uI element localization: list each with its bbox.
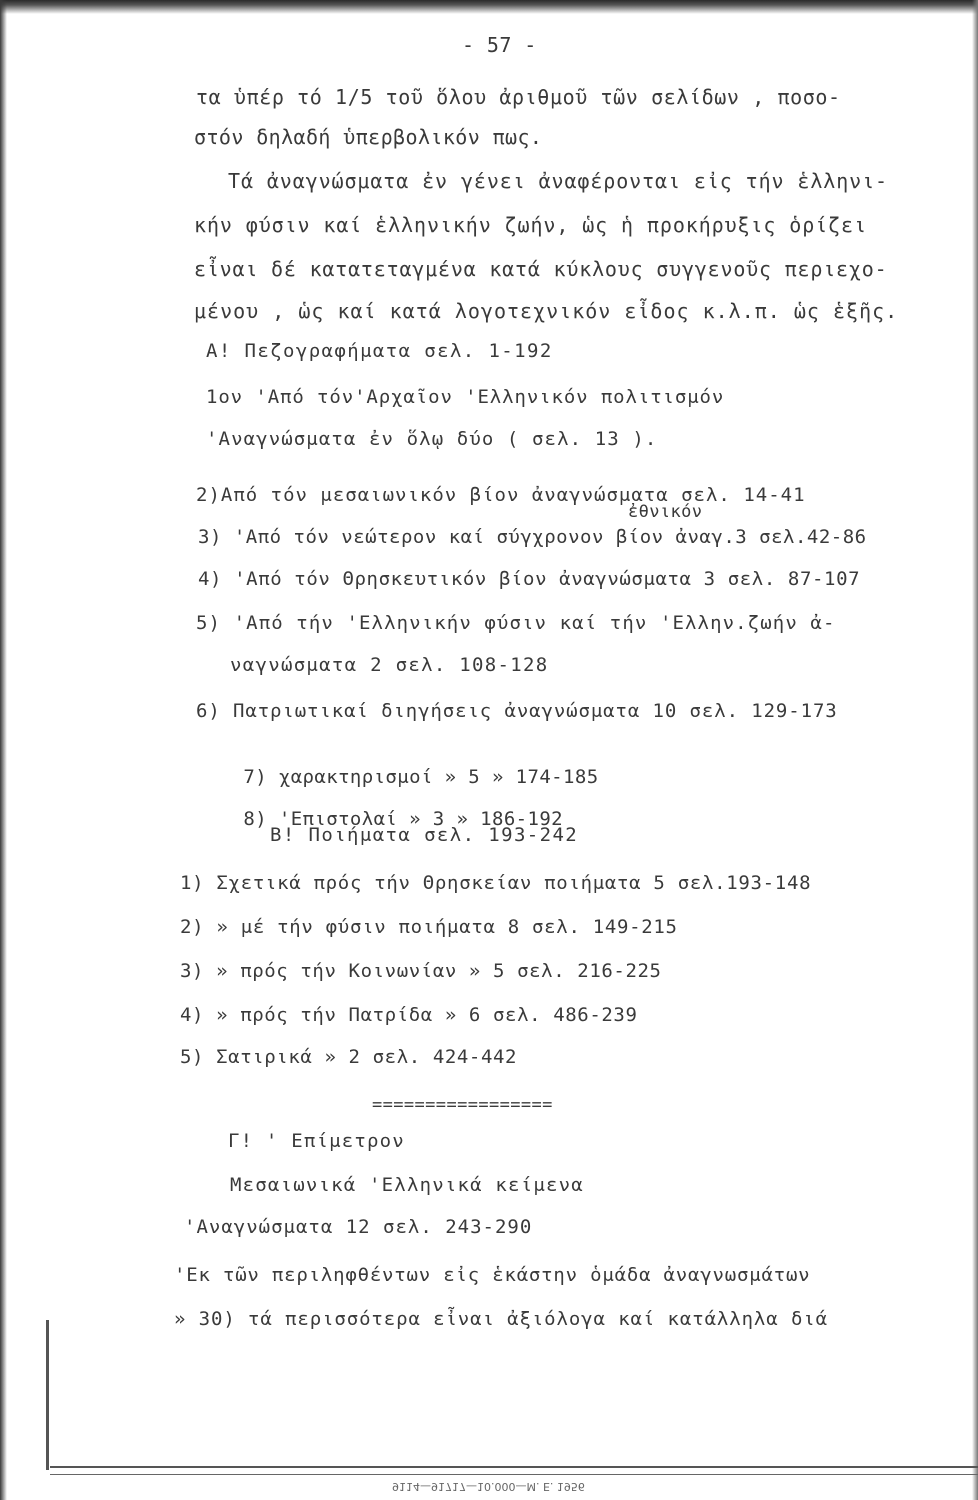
page-number: - 57 - bbox=[462, 33, 537, 57]
list-item: 5) Σατιρικά » 2 σελ. 424-442 bbox=[180, 1046, 518, 1068]
text-line: » 30) τά περισσότερα εἶναι ἀξιόλογα καί κατάλληλα διά bbox=[174, 1308, 828, 1330]
bottom-rule bbox=[50, 1466, 978, 1468]
list-item: 2) » μέ τήν φύσιν ποιήματα 8 σελ. 149-215 bbox=[180, 916, 678, 938]
text-line: μένου , ὡς καί κατά λογοτεχνικόν εἶδος κ.λ.π. ὡς ἑξῆς. bbox=[194, 299, 899, 323]
text-line: Τά ἀναγνώσματα ἐν γένει ἀναφέρονται εἰς τήν ἑλληνι- bbox=[228, 169, 888, 193]
list-item: 6) Πατριωτικαί διηγήσεις ἀναγνώσματα 10 σελ. 129-173 bbox=[196, 700, 838, 722]
scan-edge-top bbox=[0, 0, 978, 14]
bottom-rule bbox=[50, 1474, 978, 1475]
text-line: 'Εκ τῶν περιληφθέντων εἰς ἑκάστην ὁμάδα ἀναγνωσμάτων bbox=[174, 1264, 811, 1286]
text-line: τα ὑπέρ τό 1/5 τοῦ ὅλου ἀριθμοῦ τῶν σελίδων , ποσο- bbox=[196, 85, 841, 109]
item-label: 8) 'Επιστολαί » 3 » 186-192 bbox=[243, 808, 564, 830]
list-item: 4) » πρός τήν Πατρίδα » 6 σελ. 486-239 bbox=[180, 1004, 638, 1026]
interlinear-insertion: ἐθνικόν bbox=[628, 502, 703, 522]
list-item-continuation: ναγνώσματα 2 σελ. 108-128 bbox=[230, 654, 549, 676]
subheading: Μεσαιωνικά 'Ελληνικά κείμενα bbox=[230, 1174, 584, 1196]
section-heading-b: Β! Ποιήματα σελ. 193-242 bbox=[270, 824, 579, 846]
separator-rule: ================= bbox=[372, 1095, 553, 1115]
list-item: 5) 'Από τήν 'Ελληνικήν φύσιν καί τήν 'Ελλην.ζωήν ἀ- bbox=[196, 612, 836, 634]
scan-edge-left bbox=[0, 0, 7, 1500]
list-item: 1ον 'Από τόν'Αρχαῖον 'Ελληνικόν πολιτισμόν bbox=[206, 386, 725, 408]
list-item: 'Αναγνώσματα 12 σελ. 243-290 bbox=[184, 1216, 533, 1238]
section-heading-a: Α! Πεζογραφήματα σελ. 1-192 bbox=[206, 340, 553, 362]
list-item: 'Αναγνώσματα ἐν ὅλῳ δύο ( σελ. 13 ). bbox=[206, 428, 658, 450]
printer-imprint: 9114—91717—10.000—Μ. Ε. 1956 bbox=[392, 1480, 585, 1493]
list-item: 1) Σχετικά πρός τήν Θρησκείαν ποιήματα 5 σελ.193-148 bbox=[180, 872, 812, 894]
scan-edge-right bbox=[972, 0, 978, 1500]
list-item: 3) 'Από τόν νεώτερον καί σύγχρονον βίον ἀναγ.3 σελ.42-86 bbox=[198, 526, 867, 548]
text-line: στόν δηλαδή ὑπερβολικόν πως. bbox=[194, 125, 543, 149]
list-item: 3) » πρός τήν Κοινωνίαν » 5 σελ. 216-225 bbox=[180, 960, 662, 982]
text-line: εἶναι δέ κατατεταγμένα κατά κύκλους συγγενοῦς περιεχο- bbox=[194, 257, 888, 281]
item-label: 7) χαρακτηρισμοί » 5 » 174-185 bbox=[243, 766, 599, 788]
list-item: 2)Από τόν μεσαιωνικόν βίον ἀναγνώσματα σελ. 14-41 bbox=[196, 484, 806, 506]
section-heading-c: Γ! ' Επίμετρον bbox=[228, 1130, 405, 1152]
margin-mark bbox=[46, 1320, 49, 1470]
list-item: 4) 'Από τόν Θρησκευτικόν βίον ἀναγνώσματα 3 σελ. 87-107 bbox=[198, 568, 861, 590]
text-line: κήν φύσιν καί ἑλληνικήν ζωήν, ὡς ἡ προκήρυξις ὁρίζει bbox=[194, 213, 867, 237]
